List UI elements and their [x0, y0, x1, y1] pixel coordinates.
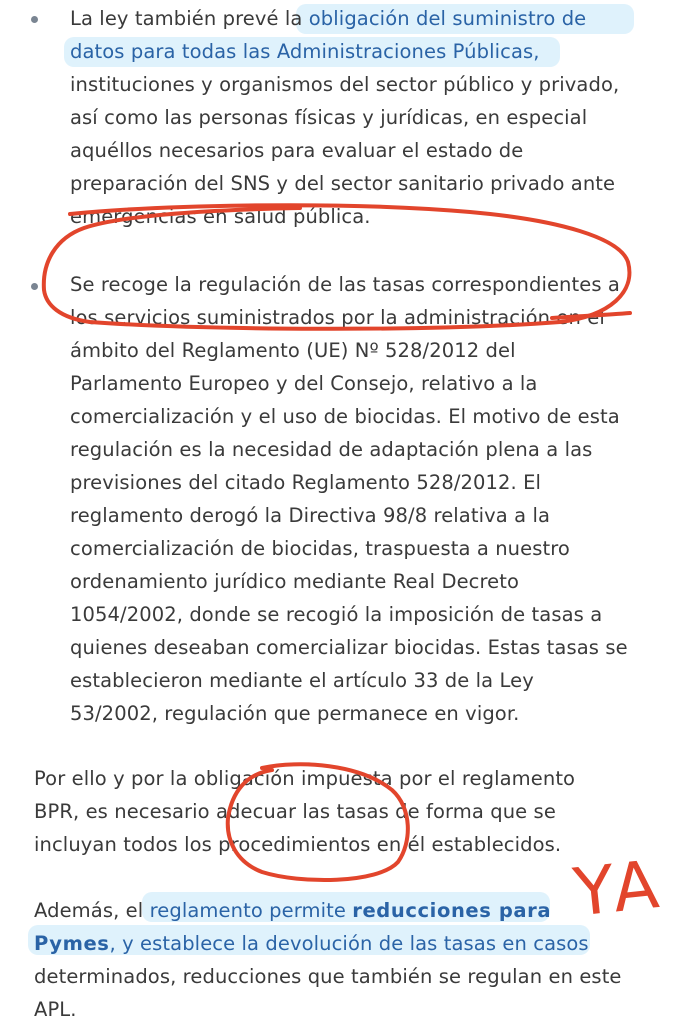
paragraph-sme-reductions [34, 894, 622, 1026]
text-line: Se recoge la regulación de las tasas correspondientes a [70, 273, 620, 296]
highlighted-text-line: datos para todas las Administraciones Públicas, [70, 40, 540, 63]
text-line: Parlamento Europeo y del Consejo, relativo a la [70, 372, 538, 395]
text-line [34, 927, 622, 960]
text-line: BPR, es necesario adecuar las tasas de forma que se [34, 800, 556, 823]
text-line: los servicios suministrados por la administración en el [70, 306, 605, 329]
bullet-paragraph-data-supply [70, 2, 619, 233]
text-line: comercialización de biocidas, traspuesta a nuestro [70, 537, 570, 560]
text-line: instituciones y organismos del sector público y privado, [70, 73, 620, 96]
text-line: previsiones del citado Reglamento 528/2012. El [70, 471, 542, 494]
text-line [70, 2, 619, 35]
text-run: Además, el [34, 899, 150, 922]
bullet-paragraph-fees-regulation [70, 268, 628, 730]
highlighted-text: , y establece la devolución de las tasas en casos [109, 932, 589, 955]
text-line: 53/2002, regulación que permanece en vigor. [70, 702, 520, 725]
bold-highlighted-text: Pymes [34, 932, 110, 955]
text-line: ámbito del Reglamento (UE) Nº 528/2012 del [70, 339, 516, 362]
text-run: La ley también prevé la [70, 7, 309, 30]
text-line: establecieron mediante el artículo 33 de la Ley [70, 669, 534, 692]
text-line: quienes deseaban comercializar biocidas. Estas tasas se [70, 636, 628, 659]
text-line: comercialización y el uso de biocidas. El motivo de esta [70, 405, 620, 428]
bullet-marker [31, 16, 38, 23]
highlighted-text: reglamento permite [149, 899, 353, 922]
text-line: regulación es la necesidad de adaptación plena a las [70, 438, 593, 461]
highlighted-text: obligación del suministro de [308, 7, 587, 30]
bullet-marker [31, 283, 38, 290]
text-line [34, 894, 622, 927]
text-line: emergencias en salud pública. [70, 205, 371, 228]
text-line: incluyan todos los procedimientos en él establecidos. [34, 833, 562, 856]
text-line: determinados, reducciones que también se regulan en este [34, 965, 622, 988]
handwritten-note-text: YA [570, 845, 667, 932]
text-line: APL. [34, 998, 77, 1021]
text-line: aquéllos necesarios para evaluar el estado de [70, 139, 524, 162]
text-line: Por ello y por la obligación impuesta por el reglamento [34, 767, 576, 790]
text-line: reglamento derogó la Directiva 98/8 relativa a la [70, 504, 551, 527]
text-line: preparación del SNS y del sector sanitario privado ante [70, 172, 616, 195]
bold-highlighted-text: reducciones para [352, 899, 552, 922]
text-line: así como las personas físicas y jurídicas, en especial [70, 106, 588, 129]
text-line: 1054/2002, donde se recogió la imposición de tasas a [70, 603, 603, 626]
text-line: ordenamiento jurídico mediante Real Decreto [70, 570, 520, 593]
paragraph-bpr-adaptation [34, 762, 575, 861]
